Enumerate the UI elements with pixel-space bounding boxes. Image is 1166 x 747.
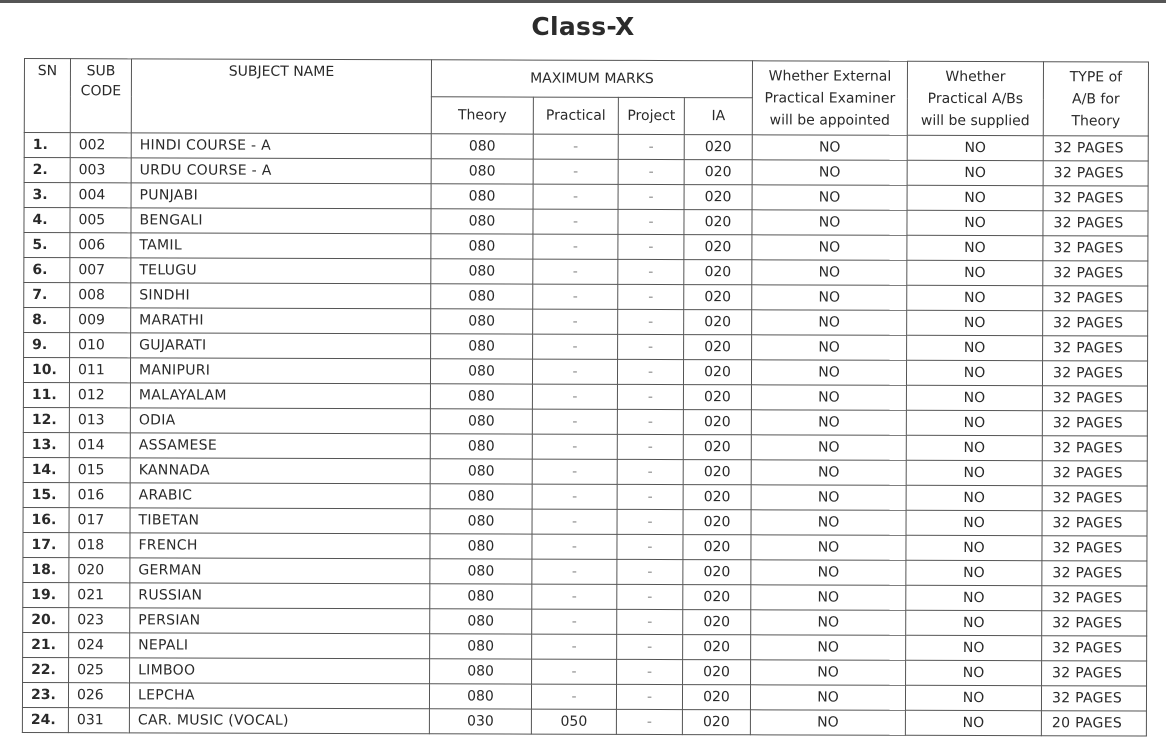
cell-project: - — [617, 359, 683, 384]
cell-practical-abs: NO — [906, 535, 1042, 560]
header-sub-code-line1: SUB — [86, 63, 116, 80]
table-row — [23, 407, 1147, 436]
cell-project: - — [618, 284, 684, 309]
table-row — [24, 158, 1148, 187]
cell-ia: 020 — [683, 535, 751, 560]
cell-practical: - — [532, 584, 617, 609]
cell-external-examiner: NO — [751, 510, 906, 535]
cell-project: - — [618, 259, 684, 284]
cell-sub-code: 020 — [69, 558, 130, 583]
table-row — [23, 457, 1147, 486]
cell-theory: 080 — [431, 284, 533, 309]
table-row — [23, 482, 1147, 511]
cell-theory: 080 — [431, 134, 533, 159]
header-subject-name: SUBJECT NAME — [131, 59, 431, 134]
header-type-line1: TYPE of — [1069, 68, 1123, 85]
table-row — [24, 233, 1148, 262]
cell-sub-code: 025 — [69, 658, 130, 683]
cell-type-ab: 32 PAGES — [1041, 686, 1146, 711]
cell-project: - — [617, 659, 683, 684]
table-row — [23, 657, 1147, 686]
cell-practical-abs: NO — [906, 385, 1042, 410]
cell-theory: 080 — [430, 634, 532, 659]
cell-ia: 020 — [684, 285, 752, 310]
table-row — [24, 258, 1148, 287]
cell-sn: 9. — [24, 333, 70, 358]
cell-sn: 23. — [22, 682, 68, 707]
cell-sn: 19. — [23, 582, 69, 607]
cell-project: - — [617, 509, 683, 534]
cell-theory: 080 — [431, 209, 533, 234]
cell-type-ab: 32 PAGES — [1043, 336, 1148, 361]
cell-project: - — [617, 584, 683, 609]
cell-theory: 080 — [431, 184, 533, 209]
header-row-top — [24, 59, 1148, 100]
table-row — [23, 532, 1147, 561]
cell-practical: - — [533, 184, 618, 209]
cell-sn: 16. — [23, 507, 69, 532]
table-row — [24, 283, 1148, 312]
cell-type-ab: 20 PAGES — [1041, 711, 1146, 736]
cell-external-examiner: NO — [751, 535, 906, 560]
cell-sn: 10. — [23, 358, 69, 383]
table-row — [24, 183, 1148, 212]
cell-subject-name: LEPCHA — [129, 683, 429, 709]
cell-external-examiner: NO — [750, 710, 905, 735]
cell-ia: 020 — [684, 185, 752, 210]
cell-subject-name: ARABIC — [130, 483, 430, 509]
cell-ia: 020 — [683, 410, 751, 435]
cell-subject-name: MALAYALAM — [130, 383, 430, 409]
cell-subject-name: TIBETAN — [130, 508, 430, 534]
cell-ia: 020 — [683, 560, 751, 585]
cell-sn: 7. — [24, 283, 70, 308]
header-sub-code — [70, 59, 131, 133]
cell-subject-name: GUJARATI — [131, 333, 431, 359]
cell-type-ab: 32 PAGES — [1042, 561, 1147, 586]
cell-sub-code: 003 — [70, 158, 131, 183]
cell-practical-abs: NO — [906, 410, 1042, 435]
cell-subject-name: KANNADA — [130, 458, 430, 484]
cell-subject-name: ASSAMESE — [130, 433, 430, 459]
cell-type-ab: 32 PAGES — [1042, 611, 1147, 636]
cell-sn: 12. — [23, 407, 69, 432]
cell-type-ab: 32 PAGES — [1042, 511, 1147, 536]
header-maximum-marks: MAXIMUM MARKS — [431, 60, 752, 98]
header-external-line1: Whether External — [768, 67, 892, 85]
table-row — [23, 632, 1147, 661]
cell-practical: - — [533, 159, 618, 184]
cell-type-ab: 32 PAGES — [1042, 536, 1147, 561]
cell-practical-abs: NO — [906, 610, 1042, 635]
cell-type-ab: 32 PAGES — [1042, 361, 1147, 386]
table-row — [23, 507, 1147, 536]
cell-sn: 5. — [24, 233, 70, 258]
header-theory: Theory — [431, 97, 533, 134]
cell-subject-name: GERMAN — [130, 558, 430, 584]
cell-type-ab: 32 PAGES — [1042, 461, 1147, 486]
table-row — [24, 133, 1148, 162]
header-ia: IA — [684, 98, 752, 135]
cell-project: - — [617, 384, 683, 409]
cell-ia: 020 — [684, 210, 752, 235]
cell-subject-name: PUNJABI — [131, 183, 431, 209]
header-type-line3: Theory — [1071, 112, 1121, 129]
cell-external-examiner: NO — [752, 185, 907, 210]
cell-theory: 080 — [429, 684, 531, 709]
cell-sn: 14. — [23, 457, 69, 482]
cell-sub-code: 021 — [69, 583, 130, 608]
cell-practical-abs: NO — [906, 360, 1042, 385]
cell-ia: 020 — [684, 235, 752, 260]
cell-project: - — [617, 559, 683, 584]
header-ab-line1: Whether — [945, 68, 1006, 85]
cell-subject-name: FRENCH — [130, 533, 430, 559]
cell-external-examiner: NO — [751, 410, 906, 435]
cell-practical: - — [532, 359, 617, 384]
cell-sub-code: 018 — [69, 533, 130, 558]
cell-external-examiner: NO — [752, 135, 907, 160]
table-row — [24, 308, 1148, 337]
cell-sub-code: 004 — [70, 183, 131, 208]
cell-ia: 020 — [684, 135, 752, 160]
page-title: Class-X — [531, 12, 635, 41]
cell-practical: - — [532, 409, 617, 434]
cell-practical-abs: NO — [906, 510, 1042, 535]
header-external-examiner — [752, 61, 907, 135]
cell-subject-name: ODIA — [130, 408, 430, 434]
cell-project: - — [618, 184, 684, 209]
cell-theory: 080 — [430, 459, 532, 484]
cell-external-examiner: NO — [751, 610, 906, 635]
cell-theory: 080 — [430, 409, 532, 434]
table-row — [24, 333, 1148, 362]
cell-practical: - — [533, 284, 618, 309]
cell-theory: 080 — [431, 159, 533, 184]
cell-sub-code: 008 — [70, 283, 131, 308]
cell-ia: 020 — [683, 510, 751, 535]
cell-type-ab: 32 PAGES — [1042, 411, 1147, 436]
cell-project: - — [617, 534, 683, 559]
cell-ia: 020 — [683, 635, 751, 660]
cell-practical: - — [532, 659, 617, 684]
cell-theory: 080 — [430, 359, 532, 384]
cell-external-examiner: NO — [752, 160, 907, 185]
subjects-table — [22, 58, 1149, 737]
cell-practical: - — [532, 559, 617, 584]
header-type-ab — [1043, 62, 1148, 136]
cell-project: - — [617, 459, 683, 484]
cell-sub-code: 002 — [70, 133, 131, 158]
cell-practical-abs: NO — [906, 660, 1042, 685]
cell-external-examiner: NO — [751, 585, 906, 610]
table-row — [23, 432, 1147, 461]
cell-theory: 080 — [430, 584, 532, 609]
cell-theory: 080 — [431, 309, 533, 334]
cell-practical-abs: NO — [907, 335, 1043, 360]
cell-external-examiner: NO — [750, 685, 905, 710]
cell-sn: 4. — [24, 208, 70, 233]
cell-practical-abs: NO — [907, 235, 1043, 260]
cell-practical-abs: NO — [907, 210, 1043, 235]
cell-theory: 080 — [431, 234, 533, 259]
cell-sn: 3. — [24, 183, 70, 208]
cell-practical: - — [533, 259, 618, 284]
cell-external-examiner: NO — [752, 235, 907, 260]
cell-project: - — [618, 309, 684, 334]
table-row — [23, 358, 1147, 387]
cell-sub-code: 013 — [69, 408, 130, 433]
cell-project: - — [618, 234, 684, 259]
cell-practical: 050 — [531, 709, 616, 734]
cell-type-ab: 32 PAGES — [1043, 211, 1148, 236]
cell-practical-abs: NO — [905, 685, 1041, 710]
table-row — [22, 707, 1146, 736]
header-ab-line2: Practical A/Bs — [927, 90, 1024, 107]
cell-type-ab: 32 PAGES — [1043, 261, 1148, 286]
cell-practical-abs: NO — [907, 135, 1043, 160]
cell-subject-name: BENGALI — [131, 208, 431, 234]
cell-theory: 080 — [430, 609, 532, 634]
cell-external-examiner: NO — [751, 460, 906, 485]
header-practical: Practical — [533, 97, 618, 134]
cell-theory: 080 — [430, 659, 532, 684]
cell-subject-name: MARATHI — [131, 308, 431, 334]
cell-external-examiner: NO — [752, 285, 907, 310]
cell-ia: 020 — [683, 435, 751, 460]
cell-sub-code: 015 — [69, 458, 130, 483]
cell-project: - — [617, 409, 683, 434]
cell-practical: - — [533, 234, 618, 259]
cell-practical-abs: NO — [906, 635, 1042, 660]
header-type-line2: A/B for — [1072, 90, 1120, 107]
cell-subject-name: URDU COURSE - A — [131, 158, 431, 184]
header-sub-code-line2: CODE — [80, 83, 122, 100]
cell-practical-abs: NO — [907, 185, 1043, 210]
cell-subject-name: SINDHI — [131, 283, 431, 309]
cell-ia: 020 — [683, 610, 751, 635]
cell-practical: - — [532, 534, 617, 559]
table-row — [22, 682, 1146, 711]
cell-project: - — [617, 609, 683, 634]
header-sn: SN — [24, 59, 70, 133]
cell-external-examiner: NO — [752, 310, 907, 335]
cell-practical: - — [532, 484, 617, 509]
cell-ia: 020 — [683, 660, 751, 685]
cell-type-ab: 32 PAGES — [1043, 286, 1148, 311]
cell-sub-code: 009 — [70, 308, 131, 333]
cell-sub-code: 016 — [69, 483, 130, 508]
cell-practical: - — [532, 634, 617, 659]
cell-sn: 11. — [23, 382, 69, 407]
cell-type-ab: 32 PAGES — [1042, 661, 1147, 686]
cell-practical: - — [531, 684, 616, 709]
cell-practical-abs: NO — [907, 160, 1043, 185]
cell-subject-name: NEPALI — [130, 633, 430, 659]
cell-sn: 21. — [23, 632, 69, 657]
cell-ia: 020 — [683, 460, 751, 485]
cell-sn: 1. — [24, 133, 70, 158]
table-row — [23, 557, 1147, 586]
cell-project: - — [617, 434, 683, 459]
cell-sub-code: 014 — [69, 433, 130, 458]
cell-practical-abs: NO — [907, 260, 1043, 285]
cell-sn: 18. — [23, 557, 69, 582]
cell-subject-name: MANIPURI — [130, 358, 430, 384]
cell-project: - — [618, 334, 684, 359]
cell-theory: 080 — [430, 384, 532, 409]
cell-external-examiner: NO — [751, 435, 906, 460]
cell-practical: - — [532, 509, 617, 534]
cell-practical-abs: NO — [905, 710, 1041, 735]
cell-sub-code: 024 — [69, 633, 130, 658]
cell-type-ab: 32 PAGES — [1043, 311, 1148, 336]
cell-subject-name: HINDI COURSE - A — [131, 133, 431, 159]
cell-practical-abs: NO — [907, 310, 1043, 335]
cell-sn: 2. — [24, 158, 70, 183]
cell-sn: 15. — [23, 482, 69, 507]
cell-type-ab: 32 PAGES — [1042, 586, 1147, 611]
cell-practical: - — [532, 459, 617, 484]
cell-project: - — [617, 484, 683, 509]
cell-practical-abs: NO — [906, 560, 1042, 585]
table-header — [24, 59, 1148, 137]
cell-theory: 080 — [430, 509, 532, 534]
cell-subject-name: TAMIL — [131, 233, 431, 259]
cell-sub-code: 011 — [69, 358, 130, 383]
cell-external-examiner: NO — [752, 335, 907, 360]
cell-ia: 020 — [684, 310, 752, 335]
table-row — [24, 208, 1148, 237]
cell-subject-name: PERSIAN — [130, 608, 430, 634]
cell-ia: 020 — [684, 335, 752, 360]
cell-type-ab: 32 PAGES — [1043, 236, 1148, 261]
cell-ia: 020 — [682, 685, 750, 710]
cell-sub-code: 010 — [70, 333, 131, 358]
cell-theory: 080 — [430, 484, 532, 509]
cell-ia: 020 — [684, 160, 752, 185]
cell-sub-code: 007 — [70, 258, 131, 283]
cell-project: - — [616, 709, 682, 734]
table-row — [23, 582, 1147, 611]
cell-sn: 24. — [22, 707, 68, 732]
cell-external-examiner: NO — [752, 260, 907, 285]
cell-practical-abs: NO — [906, 460, 1042, 485]
cell-theory: 080 — [430, 559, 532, 584]
cell-type-ab: 32 PAGES — [1042, 436, 1147, 461]
cell-practical: - — [532, 609, 617, 634]
cell-practical: - — [533, 309, 618, 334]
table-body — [22, 133, 1148, 737]
cell-type-ab: 32 PAGES — [1043, 186, 1148, 211]
cell-theory: 080 — [430, 534, 532, 559]
cell-external-examiner: NO — [752, 210, 907, 235]
cell-ia: 020 — [683, 485, 751, 510]
cell-project: - — [618, 159, 684, 184]
cell-external-examiner: NO — [751, 660, 906, 685]
cell-external-examiner: NO — [751, 560, 906, 585]
cell-sn: 17. — [23, 532, 69, 557]
cell-project: - — [618, 209, 684, 234]
cell-theory: 030 — [429, 709, 531, 734]
cell-subject-name: TELUGU — [131, 258, 431, 284]
cell-type-ab: 32 PAGES — [1042, 636, 1147, 661]
cell-practical: - — [533, 334, 618, 359]
header-external-line3: will be appointed — [769, 111, 890, 129]
cell-theory: 080 — [430, 434, 532, 459]
cell-external-examiner: NO — [751, 385, 906, 410]
table-row — [23, 607, 1147, 636]
header-practical-abs — [907, 61, 1043, 135]
cell-sub-code: 031 — [68, 708, 129, 733]
cell-project: - — [616, 684, 682, 709]
cell-project: - — [617, 634, 683, 659]
cell-sub-code: 005 — [70, 208, 131, 233]
cell-external-examiner: NO — [751, 485, 906, 510]
cell-practical-abs: NO — [906, 585, 1042, 610]
cell-practical-abs: NO — [906, 435, 1042, 460]
cell-practical: - — [533, 209, 618, 234]
cell-ia: 020 — [682, 710, 750, 735]
cell-sub-code: 012 — [69, 383, 130, 408]
cell-sub-code: 023 — [69, 608, 130, 633]
cell-practical-abs: NO — [907, 285, 1043, 310]
cell-sn: 8. — [24, 308, 70, 333]
cell-subject-name: CAR. MUSIC (VOCAL) — [129, 708, 429, 734]
cell-type-ab: 32 PAGES — [1042, 486, 1147, 511]
cell-sn: 22. — [23, 657, 69, 682]
cell-sn: 6. — [24, 258, 70, 283]
header-project: Project — [618, 97, 684, 134]
cell-ia: 020 — [683, 585, 751, 610]
header-ab-line3: will be supplied — [920, 112, 1030, 129]
cell-sub-code: 017 — [69, 508, 130, 533]
cell-sub-code: 006 — [70, 233, 131, 258]
cell-sn: 20. — [23, 607, 69, 632]
cell-project: - — [618, 134, 684, 159]
cell-practical: - — [532, 434, 617, 459]
cell-practical-abs: NO — [906, 485, 1042, 510]
cell-ia: 020 — [683, 360, 751, 385]
cell-ia: 020 — [684, 260, 752, 285]
table-row — [23, 382, 1147, 411]
cell-theory: 080 — [431, 334, 533, 359]
cell-practical: - — [532, 384, 617, 409]
cell-subject-name: LIMBOO — [130, 658, 430, 684]
cell-sub-code: 026 — [68, 683, 129, 708]
cell-external-examiner: NO — [751, 360, 906, 385]
cell-type-ab: 32 PAGES — [1043, 136, 1148, 161]
header-external-line2: Practical Examiner — [764, 89, 896, 107]
cell-type-ab: 32 PAGES — [1043, 161, 1148, 186]
cell-type-ab: 32 PAGES — [1042, 386, 1147, 411]
cell-ia: 020 — [683, 385, 751, 410]
page-top-edge — [0, 0, 1166, 3]
cell-subject-name: RUSSIAN — [130, 583, 430, 609]
cell-practical: - — [533, 134, 618, 159]
cell-sn: 13. — [23, 432, 69, 457]
cell-external-examiner: NO — [751, 635, 906, 660]
cell-theory: 080 — [431, 259, 533, 284]
